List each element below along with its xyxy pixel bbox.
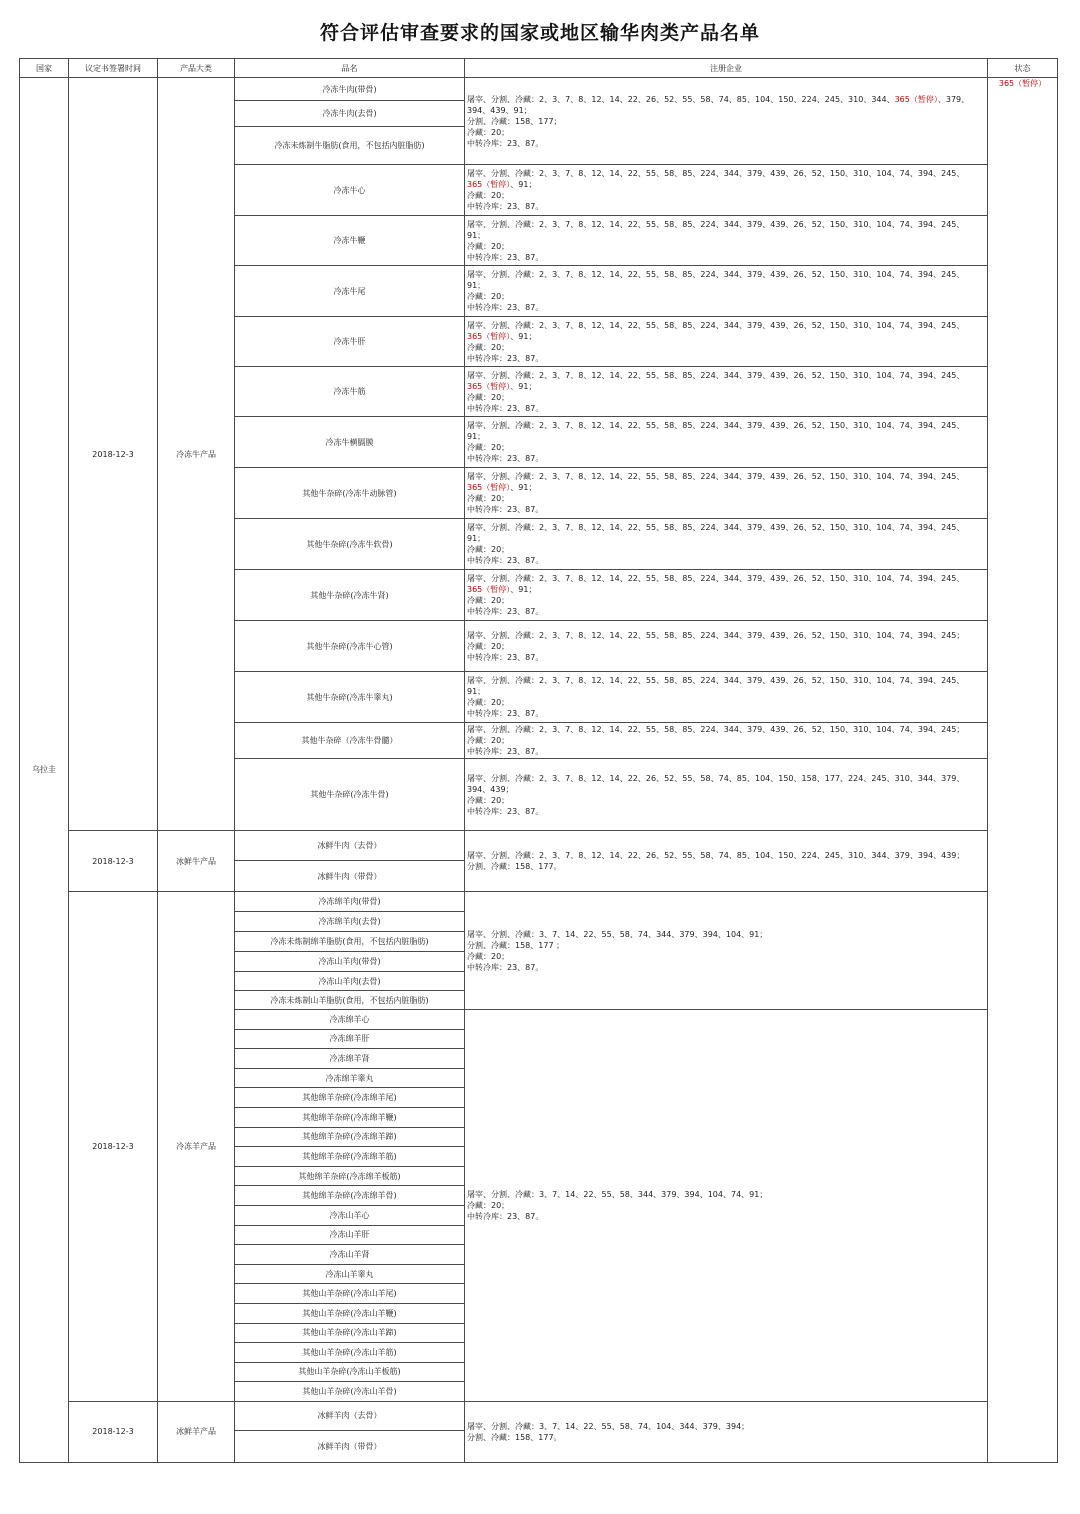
product-name-cell: 其他山羊杂碎(冷冻山羊筋) xyxy=(235,1343,465,1363)
enterprise-line xyxy=(467,630,985,641)
enterprise-text: 冷藏：20； xyxy=(467,191,510,200)
enterprise-line xyxy=(467,127,985,138)
header-product: 品名 xyxy=(235,59,465,78)
enterprise-line xyxy=(467,584,985,595)
table-row xyxy=(20,892,1058,912)
enterprise-text-tail: 、91； xyxy=(510,180,537,189)
enterprise-line xyxy=(467,1211,985,1222)
enterprise-text: 分割、冷藏：158、177； xyxy=(467,116,562,126)
enterprise-text-tail: 、91； xyxy=(510,585,537,594)
enterprise-text: 中转冷库：23、87。 xyxy=(467,652,544,662)
enterprise-line xyxy=(467,573,985,584)
product-name-cell: 冷冻绵羊心 xyxy=(235,1010,465,1030)
date-cell: 2018-12-3 xyxy=(69,1401,158,1462)
enterprise-cell xyxy=(465,621,988,672)
category-cell: 冷冻羊产品 xyxy=(158,892,235,1402)
category-cell: 冰鲜羊产品 xyxy=(158,1401,235,1462)
enterprise-text: 394、439； xyxy=(467,784,514,794)
enterprise-text: 91； xyxy=(467,230,486,240)
enterprise-line xyxy=(467,230,985,241)
enterprise-line xyxy=(467,708,985,719)
enterprise-line xyxy=(467,555,985,566)
product-name-cell: 冰鲜牛肉（去骨） xyxy=(235,831,465,861)
enterprise-line xyxy=(467,522,985,533)
enterprise-text: 中转冷库：23、87。 xyxy=(467,556,544,565)
enterprise-text: 屠宰、分割、冷藏：2、3、7、8、12、14、22、55、58、85、224、344、379、439、26、52、150、310、104、74、394、245、 xyxy=(467,421,965,430)
enterprise-text: 屠宰、分割、冷藏：2、3、7、8、12、14、22、55、58、85、224、344、379、439、26、52、150、310、104、74、394、245、 xyxy=(467,270,965,279)
table-row xyxy=(20,831,1058,861)
enterprise-text: 中转冷库：23、87。 xyxy=(467,303,544,312)
enterprise-line xyxy=(467,179,985,190)
enterprise-text: 冷藏：20； xyxy=(467,1200,510,1210)
header-enterprise: 注册企业 xyxy=(465,59,988,78)
product-name-cell: 其他牛杂碎(冷冻牛睾丸) xyxy=(235,672,465,723)
enterprise-line xyxy=(467,201,985,212)
enterprise-text: 91； xyxy=(467,432,486,441)
enterprise-text: 冷藏：20； xyxy=(467,241,510,251)
enterprise-text: 中转冷库：23、87。 xyxy=(467,1211,544,1221)
enterprise-text: 冷藏：20； xyxy=(467,545,510,554)
enterprise-text: 屠宰、分割、冷藏：2、3、7、8、12、14、22、55、58、85、224、344、379、439、26、52、150、310、104、74、394、245、 xyxy=(467,676,965,685)
product-name-cell: 其他绵羊杂碎(冷冻绵羊鞭) xyxy=(235,1107,465,1127)
product-name-cell: 冷冻未炼制绵羊脂肪(食用，不包括内脏脂肪) xyxy=(235,932,465,952)
suspended-enterprise: 365（暂停） xyxy=(467,180,511,189)
enterprise-text: 冷藏：20； xyxy=(467,127,510,137)
enterprise-text: 屠宰、分割、冷藏：3、7、14、22、55、58、74、104、344、379、394； xyxy=(467,1421,750,1431)
enterprise-text: 中转冷库：23、87。 xyxy=(467,747,544,756)
date-cell: 2018-12-3 xyxy=(69,892,158,1402)
enterprise-text: 91； xyxy=(467,534,486,543)
enterprise-text: 冷藏：20； xyxy=(467,641,510,651)
enterprise-line xyxy=(467,241,985,252)
product-name-cell: 冷冻绵羊肉(带骨) xyxy=(235,892,465,912)
enterprise-line xyxy=(467,724,985,735)
enterprise-text: 屠宰、分割、冷藏：3、7、14、22、55、58、344、379、394、104、74、91； xyxy=(467,1189,768,1199)
enterprise-text: 91； xyxy=(467,281,486,290)
enterprise-text-tail: 、91； xyxy=(510,331,537,341)
enterprise-line xyxy=(467,735,985,746)
product-name-cell: 冷冻牛肝 xyxy=(235,317,465,367)
enterprise-cell xyxy=(465,78,988,165)
product-name-cell: 冷冻山羊肉(带骨) xyxy=(235,952,465,972)
header-category: 产品大类 xyxy=(158,59,235,78)
enterprise-line xyxy=(467,697,985,708)
product-name-cell: 冷冻山羊肾 xyxy=(235,1245,465,1265)
enterprise-text: 冷藏：20； xyxy=(467,342,510,352)
enterprise-text: 屠宰、分割、冷藏：2、3、7、8、12、14、22、26、52、55、58、74、85、104、150、224、245、310、344、379、394、439； xyxy=(467,851,965,860)
date-cell: 2018-12-3 xyxy=(69,78,158,831)
enterprise-line xyxy=(467,850,985,861)
header-date: 议定书签署时间 xyxy=(69,59,158,78)
product-name-cell: 其他绵羊杂碎(冷冻绵羊蹄) xyxy=(235,1127,465,1147)
enterprise-text: 屠宰、分割、冷藏：2、3、7、8、12、14、22、55、58、85、224、344、379、439、26、52、150、310、104、74、394、245、 xyxy=(467,320,965,330)
enterprise-text-tail: 、91； xyxy=(510,483,537,492)
suspended-enterprise: 365（暂停） xyxy=(467,381,511,391)
product-name-cell: 其他山羊杂碎(冷冻山羊尾) xyxy=(235,1284,465,1304)
enterprise-cell xyxy=(465,1401,988,1462)
enterprise-cell xyxy=(465,317,988,367)
enterprise-line xyxy=(467,773,985,784)
enterprise-line xyxy=(467,320,985,331)
enterprise-line xyxy=(467,190,985,201)
enterprise-line xyxy=(467,795,985,806)
enterprise-line xyxy=(467,291,985,302)
enterprise-text: 中转冷库：23、87。 xyxy=(467,202,544,211)
enterprise-line xyxy=(467,302,985,313)
enterprise-text: 分割、冷藏：158、177。 xyxy=(467,1432,562,1442)
enterprise-text: 冷藏：20； xyxy=(467,795,510,805)
enterprise-line xyxy=(467,442,985,453)
product-name-cell: 冷冻绵羊肝 xyxy=(235,1029,465,1049)
product-name-cell: 其他绵羊杂碎(冷冻绵羊骨) xyxy=(235,1186,465,1206)
enterprise-line xyxy=(467,252,985,263)
enterprise-text: 冷藏：20； xyxy=(467,698,510,707)
enterprise-cell xyxy=(465,1010,988,1402)
header-status: 状态 xyxy=(988,59,1058,78)
header-row xyxy=(20,59,1058,78)
enterprise-line xyxy=(467,138,985,149)
enterprise-cell xyxy=(465,519,988,570)
enterprise-text: 中转冷库：23、87。 xyxy=(467,252,544,262)
enterprise-line xyxy=(467,1200,985,1211)
product-name-cell: 冷冻绵羊肉(去骨) xyxy=(235,912,465,932)
suspended-enterprise: 365（暂停） xyxy=(467,483,511,492)
enterprise-text: 屠宰、分割、冷藏：2、3、7、8、12、14、22、55、58、85、224、344、379、439、26、52、150、310、104、74、394、245、 xyxy=(467,523,965,532)
enterprise-line xyxy=(467,686,985,697)
enterprise-text: 屠宰、分割、冷藏：2、3、7、8、12、14、22、55、58、85、224、344、379、439、26、52、150、310、104、74、394、245、 xyxy=(467,370,965,380)
product-name-cell: 其他山羊杂碎(冷冻山羊蹄) xyxy=(235,1323,465,1343)
suspended-enterprise: 365（暂停） xyxy=(467,331,511,341)
status-cell: 365（暂停） xyxy=(988,78,1058,1463)
enterprise-line xyxy=(467,116,985,127)
enterprise-cell xyxy=(465,723,988,759)
enterprise-text: 屠宰、分割、冷藏：2、3、7、8、12、14、22、26、52、55、58、74、85、104、150、224、245、310、344、 xyxy=(467,94,895,104)
product-name-cell: 其他山羊杂碎(冷冻山羊骨) xyxy=(235,1382,465,1402)
enterprise-line xyxy=(467,280,985,291)
enterprise-cell xyxy=(465,831,988,892)
enterprise-line xyxy=(467,641,985,652)
enterprise-line xyxy=(467,392,985,403)
header-country: 国家 xyxy=(20,59,69,78)
product-name-cell: 其他绵羊杂碎(冷冻绵羊筋) xyxy=(235,1147,465,1167)
enterprise-text: 分割、冷藏：158、177 ； xyxy=(467,940,565,950)
enterprise-text: 冷藏：20； xyxy=(467,443,510,452)
enterprise-text: 中转冷库：23、87。 xyxy=(467,454,544,463)
enterprise-text: 中转冷库：23、87。 xyxy=(467,806,544,816)
enterprise-text: 冷藏：20； xyxy=(467,494,510,503)
enterprise-text: 冷藏：20； xyxy=(467,392,510,402)
product-name-cell: 冷冻山羊肉(去骨) xyxy=(235,972,465,991)
product-name-cell: 冷冻牛肉(去骨) xyxy=(235,101,465,127)
table-row xyxy=(20,78,1058,101)
product-name-cell: 冷冻牛鞭 xyxy=(235,216,465,266)
enterprise-line xyxy=(467,940,985,951)
product-name-cell: 冷冻未炼制山羊脂肪(食用，不包括内脏脂肪) xyxy=(235,991,465,1010)
enterprise-line xyxy=(467,861,985,872)
enterprise-line xyxy=(467,453,985,464)
product-name-cell: 冰鲜牛肉（带骨） xyxy=(235,861,465,892)
product-name-cell: 冰鲜羊肉（去骨） xyxy=(235,1401,465,1430)
table-row xyxy=(20,1401,1058,1430)
enterprise-line xyxy=(467,504,985,515)
enterprise-line xyxy=(467,544,985,555)
enterprise-text: 中转冷库：23、87。 xyxy=(467,709,544,718)
product-name-cell: 冷冻绵羊肾 xyxy=(235,1049,465,1069)
enterprise-line xyxy=(467,482,985,493)
enterprise-line xyxy=(467,219,985,230)
product-name-cell: 其他牛杂碎(冷冻牛心管) xyxy=(235,621,465,672)
date-cell: 2018-12-3 xyxy=(69,831,158,892)
product-name-cell: 冰鲜羊肉（带骨） xyxy=(235,1430,465,1462)
product-name-cell: 冷冻牛横膈膜 xyxy=(235,417,465,468)
enterprise-text: 屠宰、分割、冷藏：2、3、7、8、12、14、22、26、52、55、58、74、85、104、150、158、177、224、245、310、344、379、 xyxy=(467,773,965,783)
enterprise-line xyxy=(467,746,985,757)
enterprise-line xyxy=(467,269,985,280)
enterprise-text-tail: 、379、 xyxy=(937,94,970,104)
enterprise-line xyxy=(467,675,985,686)
product-name-cell: 冷冻牛肉(带骨) xyxy=(235,78,465,101)
enterprise-line xyxy=(467,1421,985,1432)
enterprise-text: 屠宰、分割、冷藏：2、3、7、8、12、14、22、55、58、85、224、344、379、439、26、52、150、310、104、74、394、245、 xyxy=(467,219,965,229)
enterprise-line xyxy=(467,381,985,392)
product-name-cell: 冷冻牛筋 xyxy=(235,367,465,417)
enterprise-text-tail: 、91； xyxy=(510,381,537,391)
enterprise-line xyxy=(467,370,985,381)
product-name-cell: 其他山羊杂碎(冷冻山羊鞭) xyxy=(235,1303,465,1323)
enterprise-text: 中转冷库：23、87。 xyxy=(467,353,544,363)
enterprise-cell xyxy=(465,216,988,266)
enterprise-line xyxy=(467,342,985,353)
enterprise-cell xyxy=(465,672,988,723)
enterprise-cell xyxy=(465,417,988,468)
enterprise-text: 中转冷库：23、87。 xyxy=(467,403,544,413)
enterprise-text: 394、439、91； xyxy=(467,105,532,115)
product-name-cell: 冷冻山羊心 xyxy=(235,1205,465,1225)
suspended-enterprise: 365（暂停） xyxy=(894,94,938,104)
enterprise-line xyxy=(467,951,985,962)
enterprise-cell xyxy=(465,367,988,417)
product-list-table xyxy=(19,58,1058,1463)
enterprise-text: 中转冷库：23、87。 xyxy=(467,505,544,514)
category-cell: 冰鲜牛产品 xyxy=(158,831,235,892)
product-name-cell: 其他牛杂碎(冷冻牛软骨) xyxy=(235,519,465,570)
enterprise-line xyxy=(467,784,985,795)
enterprise-cell xyxy=(465,570,988,621)
enterprise-cell xyxy=(465,892,988,1010)
enterprise-text: 冷藏：20； xyxy=(467,951,510,961)
enterprise-line xyxy=(467,595,985,606)
enterprise-line xyxy=(467,331,985,342)
enterprise-text: 屠宰、分割、冷藏：2、3、7、8、12、14、22、55、58、85、224、344、379、439、26、52、150、310、104、74、394、245、 xyxy=(467,574,965,583)
enterprise-line xyxy=(467,1189,985,1200)
enterprise-line xyxy=(467,533,985,544)
product-name-cell: 冷冻牛心 xyxy=(235,165,465,216)
enterprise-text: 中转冷库：23、87。 xyxy=(467,962,544,972)
enterprise-line xyxy=(467,962,985,973)
enterprise-text: 中转冷库：23、87。 xyxy=(467,138,544,148)
country-cell: 乌拉圭 xyxy=(20,78,69,1463)
enterprise-line xyxy=(467,929,985,940)
enterprise-cell xyxy=(465,266,988,317)
table-body xyxy=(20,78,1058,1463)
enterprise-line xyxy=(467,105,985,116)
enterprise-text: 冷藏：20； xyxy=(467,596,510,605)
enterprise-cell xyxy=(465,165,988,216)
enterprise-text: 分割、冷藏：158、177。 xyxy=(467,862,562,871)
enterprise-line xyxy=(467,168,985,179)
enterprise-text: 91； xyxy=(467,687,486,696)
enterprise-text: 屠宰、分割、冷藏：2、3、7、8、12、14、22、55、58、85、224、344、379、439、26、52、150、310、104、74、394、245、 xyxy=(467,472,965,481)
enterprise-cell xyxy=(465,468,988,519)
enterprise-text: 屠宰、分割、冷藏：2、3、7、8、12、14、22、55、58、85、224、344、379、439、26、52、150、310、104、74、394、245； xyxy=(467,725,965,734)
enterprise-line xyxy=(467,493,985,504)
product-name-cell: 其他牛杂碎(冷冻牛动脉管) xyxy=(235,468,465,519)
enterprise-line xyxy=(467,471,985,482)
enterprise-line xyxy=(467,652,985,663)
enterprise-line xyxy=(467,420,985,431)
enterprise-text: 屠宰、分割、冷藏：2、3、7、8、12、14、22、55、58、85、224、344、379、439、26、52、150、310、104、74、394、245、 xyxy=(467,169,965,178)
product-name-cell: 其他绵羊杂碎(冷冻绵羊尾) xyxy=(235,1088,465,1108)
enterprise-cell xyxy=(465,759,988,831)
page-title: 符合评估审查要求的国家或地区输华肉类产品名单 xyxy=(319,22,760,44)
product-name-cell: 冷冻山羊睾丸 xyxy=(235,1264,465,1284)
enterprise-line xyxy=(467,353,985,364)
product-name-cell: 冷冻山羊肝 xyxy=(235,1225,465,1245)
product-name-cell: 冷冻牛尾 xyxy=(235,266,465,317)
enterprise-line xyxy=(467,431,985,442)
product-name-cell: 其他牛杂碎（冷冻牛骨髓） xyxy=(235,723,465,759)
enterprise-text: 冷藏：20； xyxy=(467,292,510,301)
product-name-cell: 冷冻未炼制牛脂肪(食用，不包括内脏脂肪) xyxy=(235,127,465,165)
enterprise-line xyxy=(467,606,985,617)
enterprise-line xyxy=(467,94,985,105)
enterprise-text: 中转冷库：23、87。 xyxy=(467,607,544,616)
enterprise-line xyxy=(467,806,985,817)
product-name-cell: 其他绵羊杂碎(冷冻绵羊板筋) xyxy=(235,1166,465,1186)
enterprise-line xyxy=(467,1432,985,1443)
product-name-cell: 其他牛杂碎(冷冻牛骨) xyxy=(235,759,465,831)
product-name-cell: 其他牛杂碎(冷冻牛肾) xyxy=(235,570,465,621)
product-name-cell: 冷冻绵羊睾丸 xyxy=(235,1068,465,1088)
enterprise-text: 冷藏：20； xyxy=(467,736,510,745)
enterprise-text: 屠宰、分割、冷藏：3、7、14、22、55、58、74、344、379、394、104、91； xyxy=(467,929,768,939)
category-cell: 冷冻牛产品 xyxy=(158,78,235,831)
enterprise-text: 屠宰、分割、冷藏：2、3、7、8、12、14、22、55、58、85、224、344、379、439、26、52、150、310、104、74、394、245； xyxy=(467,630,965,640)
enterprise-line xyxy=(467,403,985,414)
product-name-cell: 其他山羊杂碎(冷冻山羊板筋) xyxy=(235,1362,465,1382)
suspended-enterprise: 365（暂停） xyxy=(467,585,511,594)
